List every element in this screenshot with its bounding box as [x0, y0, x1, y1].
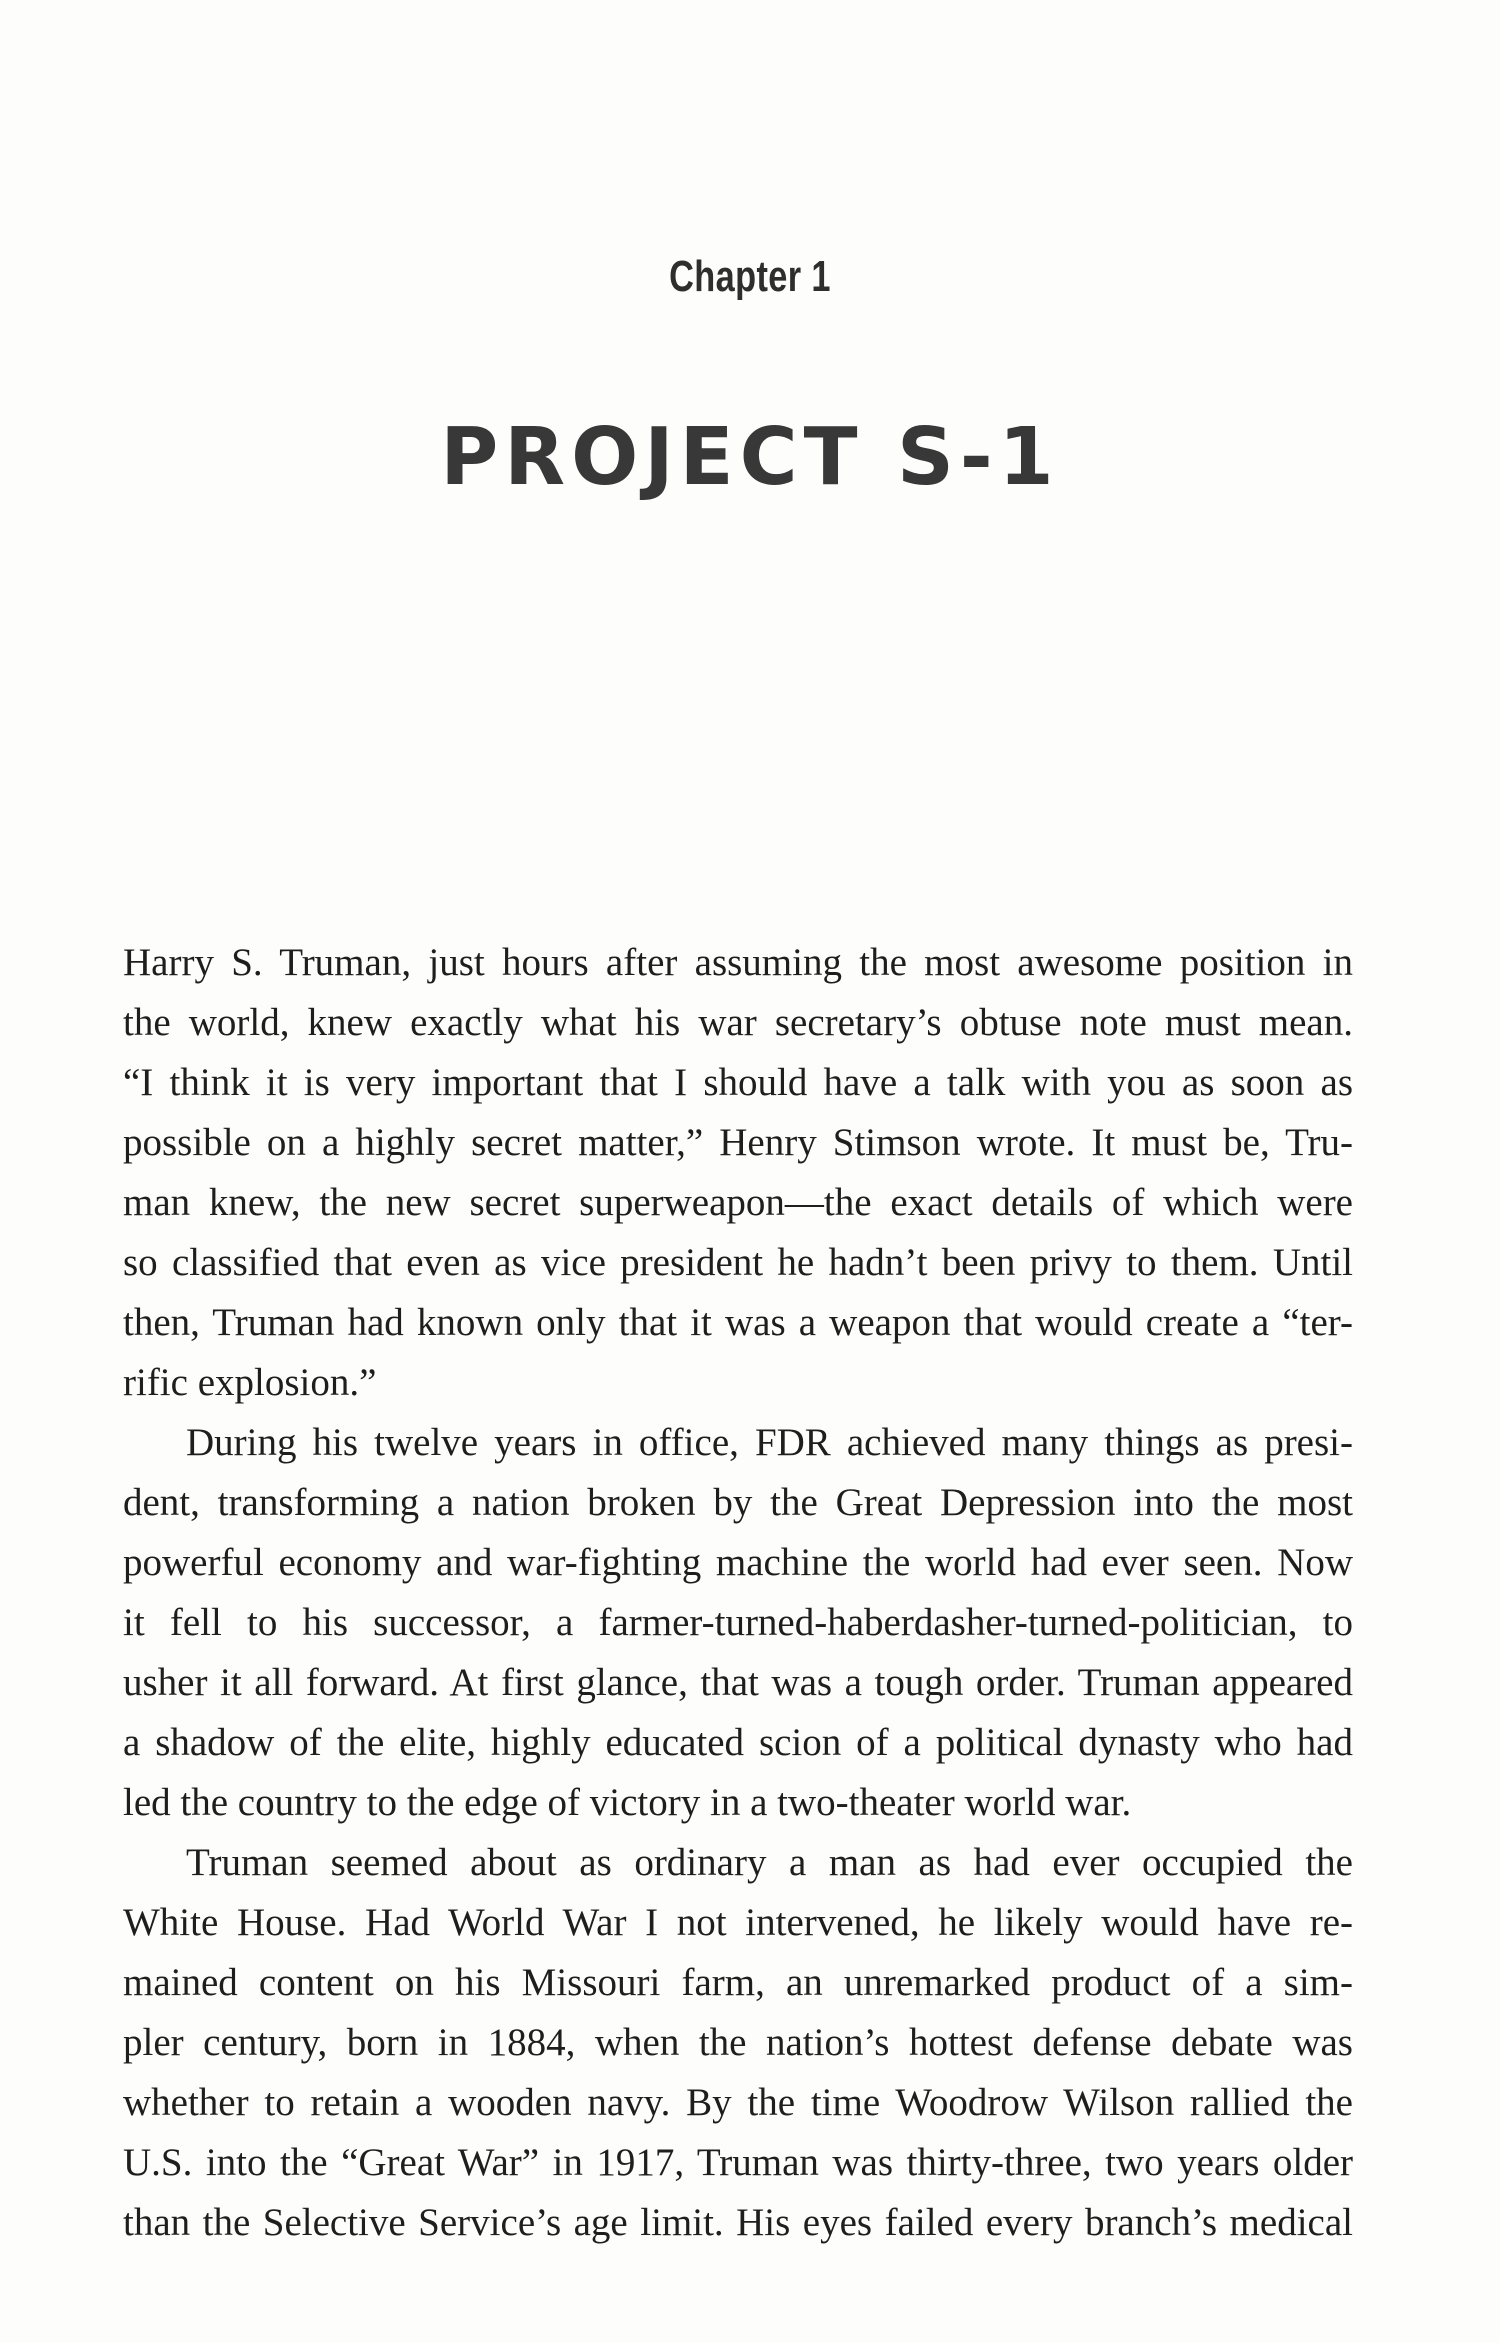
chapter-title: PROJECT S-1: [440, 411, 1060, 503]
text-line: it fell to his successor, a farmer-turned-haberdasher-turned-politician, to: [123, 1601, 1353, 1644]
text-line: “I think it is very important that I should have a talk with you as soon as: [123, 1061, 1353, 1104]
text-line: so classified that even as vice president he hadn’t been privy to them. Until: [123, 1241, 1353, 1284]
paragraph-2: [123, 1413, 1353, 1833]
text-line: Truman seemed about as ordinary a man as had ever occupied the: [186, 1841, 1353, 1884]
chapter-label: Chapter 1: [669, 252, 831, 301]
text-line: man knew, the new secret superweapon—the exact details of which were: [123, 1181, 1353, 1224]
text-line: powerful economy and war-fighting machine the world had ever seen. Now: [123, 1541, 1353, 1584]
text-line: Harry S. Truman, just hours after assuming the most awesome position in: [123, 941, 1353, 984]
paragraph-1: [123, 933, 1353, 1413]
text-line: White House. Had World War I not intervened, he likely would have re-: [123, 1901, 1353, 1944]
text-line: a shadow of the elite, highly educated scion of a political dynasty who had: [123, 1721, 1353, 1764]
text-line: rific explosion.”: [123, 1361, 377, 1404]
text-line: usher it all forward. At first glance, that was a tough order. Truman appeared: [123, 1661, 1353, 1704]
text-line: whether to retain a wooden navy. By the time Woodrow Wilson rallied the: [123, 2081, 1353, 2124]
text-line: mained content on his Missouri farm, an unremarked product of a sim-: [123, 1961, 1353, 2004]
text-line: During his twelve years in office, FDR achieved many things as presi-: [186, 1421, 1353, 1464]
body-text: [123, 933, 1353, 2253]
text-line: led the country to the edge of victory in a two-theater world war.: [123, 1781, 1132, 1824]
text-line: than the Selective Service’s age limit. His eyes failed every branch’s medical: [123, 2201, 1353, 2244]
paragraph-3: [123, 1833, 1353, 2253]
text-line: dent, transforming a nation broken by the Great Depression into the most: [123, 1481, 1353, 1524]
text-line: pler century, born in 1884, when the nation’s hottest defense debate was: [123, 2021, 1353, 2064]
text-line: possible on a highly secret matter,” Henry Stimson wrote. It must be, Tru-: [123, 1121, 1353, 1164]
text-line: U.S. into the “Great War” in 1917, Truman was thirty-three, two years older: [123, 2141, 1353, 2184]
text-line: the world, knew exactly what his war secretary’s obtuse note must mean.: [123, 1001, 1353, 1044]
text-line: then, Truman had known only that it was a weapon that would create a “ter-: [123, 1301, 1353, 1344]
